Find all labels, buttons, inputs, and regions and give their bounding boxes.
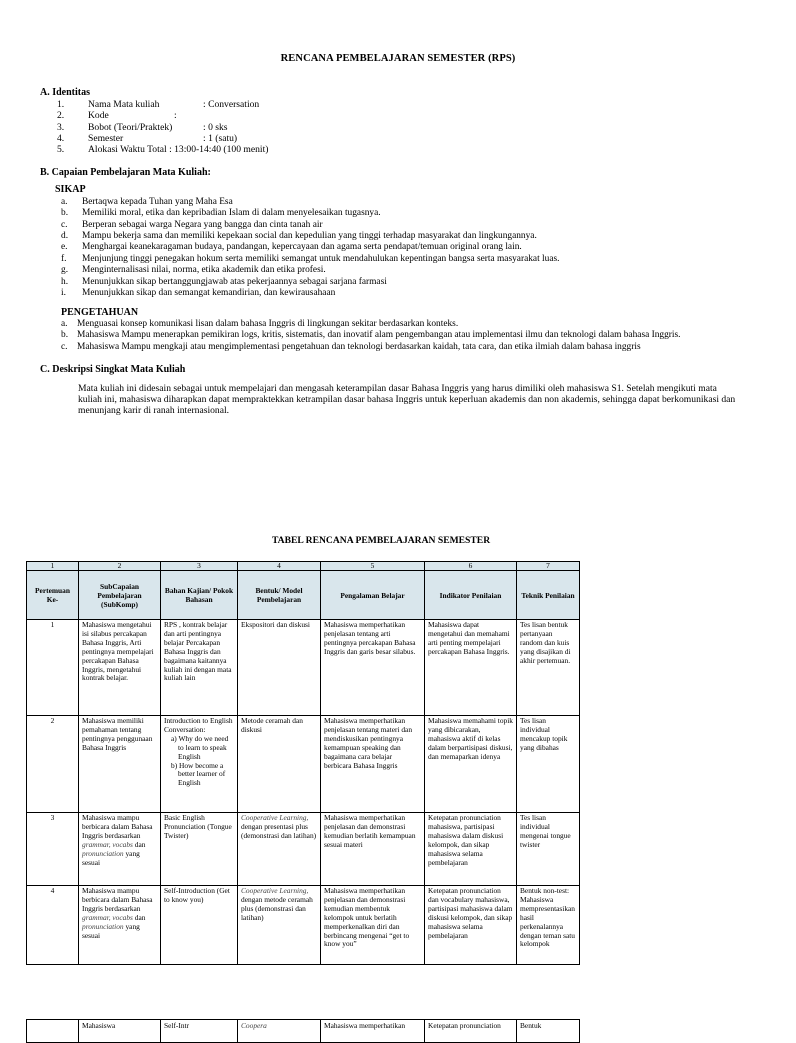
list-item: a. Bertaqwa kepada Tuhan yang Maha Esa: [61, 197, 233, 207]
list-item: h. Menunjukkan sikap bertanggungjawab atas pekerjaannya sebagai sarjana farmasi: [61, 277, 387, 287]
column-header: Teknik Penilaian: [517, 571, 580, 620]
sikap-heading: SIKAP: [55, 184, 86, 195]
list-item: a. Menguasai konsep komunikasi lisan dalam bahasa Inggris di lingkungan sekitar berdasarkan konteks.: [61, 319, 459, 329]
list-item: b. Memiliki moral, etika dan kepribadian Islam di dalam menyelesaikan tugasnya.: [61, 208, 381, 218]
table-row: Mahasiswa Self-Intr Coopera Mahasiswa memperhatikan Ketepatan pronunciation Bentuk: [27, 1020, 580, 1043]
identity-value: :: [174, 110, 177, 121]
column-number: 3: [161, 562, 238, 571]
identity-label: Alokasi Waktu Total : 13:00-14:40 (100 menit): [88, 144, 269, 155]
sub-competency: Mahasiswa mengetahui isi silabus percakapan Bahasa Inggris, Arti pentingnya mempelajari percakapan Bahasa Inggris, mengetahui kontrak belajar.: [79, 620, 161, 716]
learning-model: Metode ceramah dan diskusi: [238, 716, 321, 813]
sub-competency: Mahasiswa memiliki pemahaman tentang pentingnya penggunaan Bahasa Inggris: [79, 716, 161, 813]
table-row: [27, 716, 580, 813]
identity-number: 3.: [57, 122, 65, 133]
list-item: f. Menjunjung tinggi penegakan hokum serta memiliki semangat untuk mendahulukan kepentingan bangsa serta masyarakat luas.: [61, 254, 560, 264]
list-item: c. Mahasiswa Mampu mengkaji atau mengimplementasi pengetahuan dan teknologi berdasarkan kaidah, tata cara, dan etika ilmiah dalam bahasa inggris: [61, 342, 641, 352]
list-item: d. Mampu bekerja sama dan memiliki kepekaan social dan kepedulian yang tinggi terhadap masyarakat dan lingkungannya.: [61, 231, 537, 241]
identity-label: Semester: [88, 133, 124, 144]
identity-number: 4.: [57, 133, 65, 144]
learning-experience: Mahasiswa memperhatikan penjelasan tentang arti pentingnya percakapan Bahasa Inggris dan garis besar silabus.: [321, 620, 425, 716]
learning-experience: Mahasiswa memperhatikan penjelasan tentang materi dan mendiskusikan pentingnya kemampuan speaking dan bagaimana cara belajar berbicara Bahasa Inggris: [321, 716, 425, 813]
assessment-technique: Tes lisan individual mengenai tongue twister: [517, 813, 580, 886]
column-number: 4: [238, 562, 321, 571]
list-item: i. Menunjukkan sikap dan semangat kemandirian, dan kewirausahaan: [61, 288, 336, 298]
section-b-heading: B. Capaian Pembelajaran Mata Kuliah:: [40, 167, 211, 178]
list-item: g. Menginternalisasi nilai, norma, etika akademik dan etika profesi.: [61, 265, 326, 275]
identity-label: Nama Mata kuliah: [88, 99, 160, 110]
study-material: RPS , kontrak belajar dan arti pentingnya belajar Percakapan Bahasa Inggris dan bagaimana kaitannya kuliah ini dengan mata kuliah lain: [161, 620, 238, 716]
learning-model: Ekspositori dan diskusi: [238, 620, 321, 716]
list-item: b. Mahasiswa Mampu menerapkan pemikiran logs, kritis, sistematis, dan inovatif alam pengembangan atau implementasi ilmu dan teknologi dalam bahasa Inggris.: [61, 330, 681, 340]
column-number: 5: [321, 562, 425, 571]
study-material: Self-Introduction (Get to know you): [161, 886, 238, 965]
column-number: 7: [517, 562, 580, 571]
learning-model: Cooperative Learning, dengan metode ceramah plus (demonstrasi dan latihan): [238, 886, 321, 965]
meeting-number: 4: [27, 886, 79, 965]
identity-number: 5.: [57, 144, 65, 155]
list-item: c. Berperan sebagai warga Negara yang bangga dan cinta tanah air: [61, 220, 323, 230]
table-number-row: [27, 562, 580, 571]
table-row: [27, 813, 580, 886]
assessment-technique: Tes lisan individual mencakup topik yang dibahas: [517, 716, 580, 813]
list-item: e. Menghargai keanekaragaman budaya, pandangan, kepercayaan dan agama serta pendapat/temuan original orang lain.: [61, 242, 522, 252]
assessment-indicator: Ketepatan pronunciation mahasiswa, partisipasi mahasiswa dalam diskusi kelompok, dan sikap mahasiswa selama pembelajaran: [425, 813, 517, 886]
identity-row: [57, 122, 228, 133]
column-header: Bahan Kajian/ Pokok Bahasan: [161, 571, 238, 620]
assessment-indicator: Mahasiswa memahami topik yang dibicarakan, mahasiswa aktif di kelas dalam berpartisipasi diskusi, dan memaparkan idenya: [425, 716, 517, 813]
assessment-indicator: Ketepatan pronunciation dan vocabulary mahasiswa, partisipasi mahasiswa dalam diskusi kelompok, dan sikap mahasiswa selama pembelajaran: [425, 886, 517, 965]
meeting-number: 1: [27, 620, 79, 716]
identity-number: 1.: [57, 99, 65, 110]
study-material: Basic English Pronunciation (Tongue Twister): [161, 813, 238, 886]
assessment-technique: Bentuk non-test: Mahasiswa mempresentasikan hasil perkenalannya dengan teman satu kelompok: [517, 886, 580, 965]
identity-value: : 0 sks: [203, 122, 228, 133]
column-header: SubCapaian Pembelajaran (SubKomp): [79, 571, 161, 620]
column-number: 6: [425, 562, 517, 571]
next-table-fragment: [26, 1019, 580, 1043]
learning-experience: Mahasiswa memperhatikan penjelasan dan demonstrasi kemudian membentuk kelompok untuk berlatih memperkenalkan diri dan berbincang mengenai “get to know you”: [321, 886, 425, 965]
sub-competency: Mahasiswa mampu berbicara dalam Bahasa Inggris berdasarkan grammar, vocabs dan pronunciation yang sesuai: [79, 886, 161, 965]
table-title: TABEL RENCANA PEMBELAJARAN SEMESTER: [272, 535, 491, 546]
table-header-row: [27, 571, 580, 620]
meeting-number: 3: [27, 813, 79, 886]
identity-row: [57, 133, 238, 144]
identity-value: : 1 (satu): [203, 133, 238, 144]
section-a-heading: A. Identitas: [40, 87, 91, 98]
sub-competency: Mahasiswa mampu berbicara dalam Bahasa Inggris berdasarkan grammar, vocabs dan pronunciation yang sesuai: [79, 813, 161, 886]
table-row: [27, 620, 580, 716]
identity-label: Bobot (Teori/Praktek): [88, 122, 173, 133]
rps-table: [26, 561, 580, 965]
table-row: [27, 886, 580, 965]
column-header: Indikator Penilaian: [425, 571, 517, 620]
document-title: RENCANA PEMBELAJARAN SEMESTER (RPS): [280, 53, 516, 64]
pengetahuan-heading: PENGETAHUAN: [61, 307, 139, 318]
column-header: Pertemuan Ke-: [27, 571, 79, 620]
meeting-number: 2: [27, 716, 79, 813]
assessment-indicator: Mahasiswa dapat mengetahui dan memahami arti penting mempelajari percakapan Bahasa Inggris.: [425, 620, 517, 716]
learning-experience: Mahasiswa memperhatikan penjelasan dan demonstrasi kemudian berlatih kemampuan sesuai materi: [321, 813, 425, 886]
course-description: Mata kuliah ini didesain sebagai untuk mempelajari dan mengasah keterampilan dasar Bahasa Inggris yang harus dimiliki oleh mahasiswa S1. Setelah mengikuti mata kuliah ini, mahasiswa diharapkan dapat mempraktekkan ketrampilan dasar bahasa Inggris untuk keperluan akademis dan non akademis, sehingga dapat berkomunikasi dan menunjang karir di ranah internasional.: [78, 383, 736, 417]
column-header: Pengalaman Belajar: [321, 571, 425, 620]
identity-row: [57, 99, 260, 110]
column-number: 1: [27, 562, 79, 571]
column-number: 2: [79, 562, 161, 571]
study-material: Introduction to English Conversation: a) Why do we need to learn to speak English b) How become a better learner of English: [161, 716, 238, 813]
identity-label: Kode: [88, 110, 109, 121]
assessment-technique: Tes lisan bentuk pertanyaan random dan kuis yang disajikan di akhir pertemuan.: [517, 620, 580, 716]
identity-row: [57, 144, 269, 155]
column-header: Bentuk/ Model Pembelajaran: [238, 571, 321, 620]
identity-row: [57, 110, 177, 121]
learning-model: Cooperative Learning, dengan presentasi plus (demonstrasi dan latihan): [238, 813, 321, 886]
identity-number: 2.: [57, 110, 65, 121]
identity-value: : Conversation: [203, 99, 260, 110]
section-c-heading: C. Deskripsi Singkat Mata Kuliah: [40, 364, 186, 375]
